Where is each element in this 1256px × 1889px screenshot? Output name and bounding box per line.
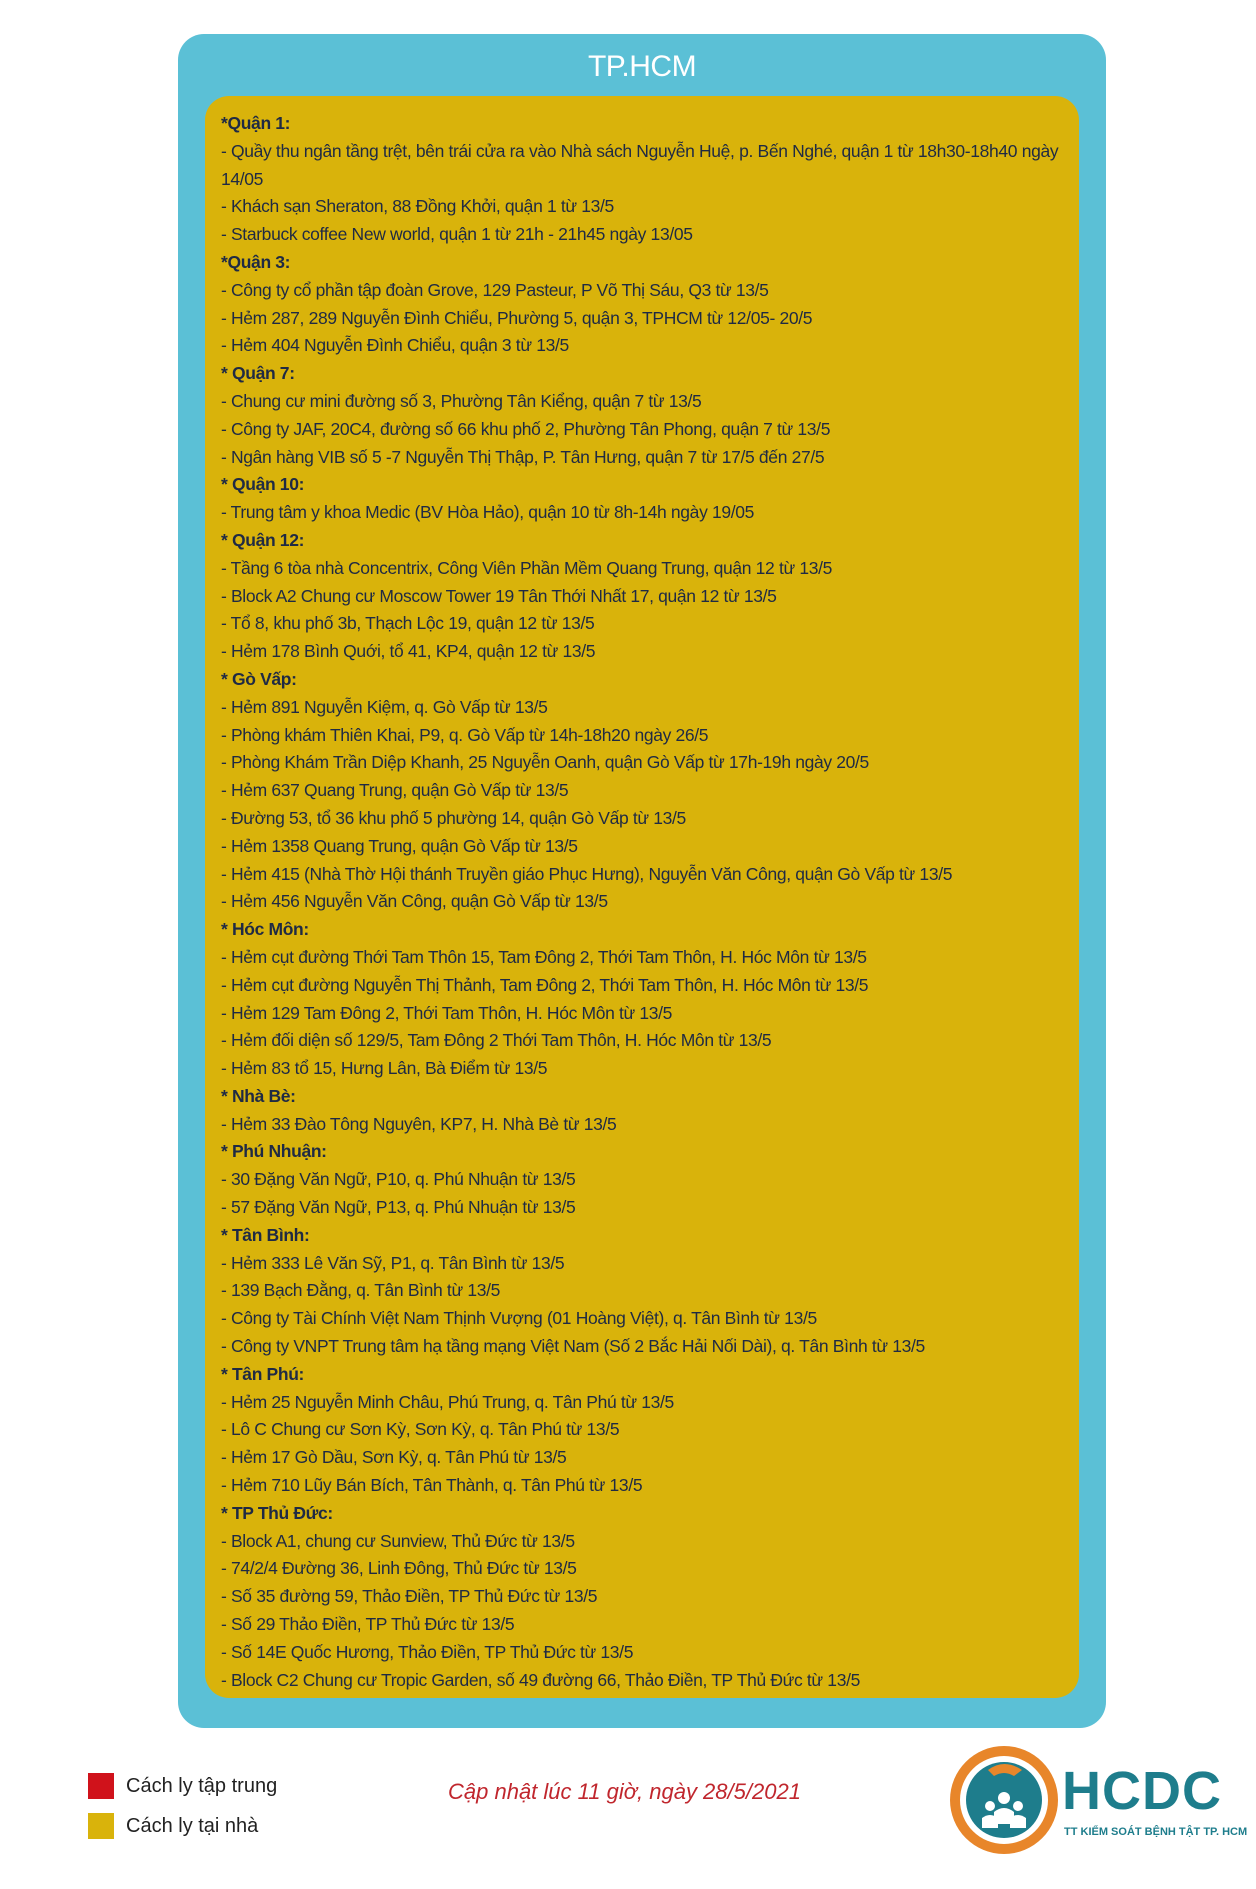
hcdc-emblem-icon — [944, 1740, 1064, 1860]
logo-subtitle: TT KIỂM SOÁT BỆNH TẬT TP. HCM — [1064, 1826, 1248, 1838]
legend-label: Cách ly tập trung — [126, 1774, 278, 1797]
location-item: - Phòng khám Thiên Khai, P9, q. Gò Vấp từ 14h-18h20 ngày 26/5 — [221, 724, 709, 745]
location-item: - Công ty JAF, 20C4, đường số 66 khu phố 2, Phường Tân Phong, quận 7 từ 13/5 — [221, 418, 831, 439]
district-heading: * Phú Nhuận: — [221, 1141, 327, 1162]
location-item: - Hẻm 33 Đào Tông Nguyên, KP7, H. Nhà Bè từ 13/5 — [221, 1113, 617, 1134]
location-item: - Hẻm 178 Bình Quới, tổ 41, KP4, quận 12 từ 13/5 — [221, 641, 596, 662]
legend-label: Cách ly tại nhà — [126, 1814, 259, 1837]
location-item: - Block A2 Chung cư Moscow Tower 19 Tân Thới Nhất 17, quận 12 từ 13/5 — [221, 585, 777, 606]
district-heading: * Tân Bình: — [221, 1224, 310, 1245]
legend — [88, 1766, 277, 1846]
location-item: - Đường 53, tổ 36 khu phố 5 phường 14, quận Gò Vấp từ 13/5 — [221, 807, 686, 828]
legend-item — [88, 1806, 277, 1846]
location-item: - Chung cư mini đường số 3, Phường Tân Kiểng, quận 7 từ 13/5 — [221, 390, 702, 411]
locations-list — [221, 110, 1067, 1694]
location-item: - Hẻm 456 Nguyễn Văn Công, quận Gò Vấp từ 13/5 — [221, 891, 608, 912]
location-item: - Hẻm 710 Lũy Bán Bích, Tân Thành, q. Tân Phú từ 13/5 — [221, 1475, 643, 1496]
location-item: - Hẻm đối diện số 129/5, Tam Đông 2 Thới Tam Thôn, H. Hóc Môn từ 13/5 — [221, 1030, 772, 1051]
location-item: - Số 35 đường 59, Thảo Điền, TP Thủ Đức từ 13/5 — [221, 1586, 598, 1607]
locations-panel — [205, 96, 1079, 1698]
legend-item — [88, 1766, 277, 1806]
location-item: - Tầng 6 tòa nhà Concentrix, Công Viên Phần Mềm Quang Trung, quận 12 từ 13/5 — [221, 557, 832, 578]
location-item: - Công ty cổ phần tập đoàn Grove, 129 Pasteur, P Võ Thị Sáu, Q3 từ 13/5 — [221, 279, 769, 300]
location-item: - Hẻm 415 (Nhà Thờ Hội thánh Truyền giáo Phục Hưng), Nguyễn Văn Công, quận Gò Vấp từ 13/5 — [221, 863, 953, 884]
location-item: - Phòng Khám Trần Diệp Khanh, 25 Nguyễn Oanh, quận Gò Vấp từ 17h-19h ngày 20/5 — [221, 752, 869, 773]
location-item: - Hẻm 891 Nguyễn Kiệm, q. Gò Vấp từ 13/5 — [221, 696, 548, 717]
location-item: - Hẻm 287, 289 Nguyễn Đình Chiểu, Phường 5, quận 3, TPHCM từ 12/05- 20/5 — [221, 307, 813, 328]
location-item: - Công ty VNPT Trung tâm hạ tầng mạng Việt Nam (Số 2 Bắc Hải Nối Dài), q. Tân Bình từ 13/5 — [221, 1336, 925, 1357]
location-item: - Block A1, chung cư Sunview, Thủ Đức từ 13/5 — [221, 1530, 575, 1551]
location-item: - Số 14E Quốc Hương, Thảo Điền, TP Thủ Đức từ 13/5 — [221, 1641, 634, 1662]
location-item: - 74/2/4 Đường 36, Linh Đông, Thủ Đức từ 13/5 — [221, 1558, 577, 1579]
location-item: - Ngân hàng VIB số 5 -7 Nguyễn Thị Thập, P. Tân Hưng, quận 7 từ 17/5 đến 27/5 — [221, 446, 825, 467]
district-heading: * Hóc Môn: — [221, 919, 309, 940]
location-item: - Khách sạn Sheraton, 88 Đồng Khởi, quận 1 từ 13/5 — [221, 196, 614, 217]
location-item: - Starbuck coffee New world, quận 1 từ 21h - 21h45 ngày 13/05 — [221, 224, 693, 245]
location-item: - Hẻm 83 tổ 15, Hưng Lân, Bà Điểm từ 13/5 — [221, 1058, 548, 1079]
district-heading: * Quận 7: — [221, 363, 295, 384]
location-item: - Tổ 8, khu phố 3b, Thạch Lộc 19, quận 12 từ 13/5 — [221, 613, 595, 634]
updated-timestamp: Cập nhật lúc 11 giờ, ngày 28/5/2021 — [448, 1779, 801, 1804]
logo-name: HCDC — [1062, 1761, 1222, 1821]
location-item: - Lô C Chung cư Sơn Kỳ, Sơn Kỳ, q. Tân Phú từ 13/5 — [221, 1419, 620, 1440]
location-item: - Block C2 Chung cư Tropic Garden, số 49 đường 66, Thảo Điền, TP Thủ Đức từ 13/5 — [221, 1669, 860, 1690]
legend-swatch — [88, 1773, 114, 1799]
location-item: - Hẻm cụt đường Thới Tam Thôn 15, Tam Đông 2, Thới Tam Thôn, H. Hóc Môn từ 13/5 — [221, 946, 867, 967]
frame-title: TP.HCM — [587, 50, 697, 83]
location-item: - Hẻm 1358 Quang Trung, quận Gò Vấp từ 13/5 — [221, 835, 578, 856]
location-item: - Công ty Tài Chính Việt Nam Thịnh Vượng (01 Hoàng Việt), q. Tân Bình từ 13/5 — [221, 1308, 817, 1329]
district-heading: * TP Thủ Đức: — [221, 1502, 333, 1523]
location-item: - 57 Đặng Văn Ngữ, P13, q. Phú Nhuận từ 13/5 — [221, 1197, 576, 1218]
legend-swatch — [88, 1813, 114, 1839]
district-heading: * Gò Vấp: — [221, 668, 297, 689]
location-item: - Hẻm 17 Gò Dầu, Sơn Kỳ, q. Tân Phú từ 13/5 — [221, 1447, 567, 1468]
hcdc-logo — [944, 1740, 1248, 1870]
district-list-frame — [178, 34, 1106, 1728]
location-item: - Hẻm 129 Tam Đông 2, Thới Tam Thôn, H. Hóc Môn từ 13/5 — [221, 1002, 673, 1023]
location-item: - Hẻm 637 Quang Trung, quận Gò Vấp từ 13/5 — [221, 780, 569, 801]
location-item: - Trung tâm y khoa Medic (BV Hòa Hảo), quận 10 từ 8h-14h ngày 19/05 — [221, 502, 755, 523]
location-item: - Hẻm 333 Lê Văn Sỹ, P1, q. Tân Bình từ 13/5 — [221, 1252, 565, 1273]
location-item: - Hẻm 404 Nguyễn Đình Chiểu, quận 3 từ 13/5 — [221, 335, 569, 356]
location-item: - 139 Bạch Đằng, q. Tân Bình từ 13/5 — [221, 1280, 500, 1301]
district-heading: * Tân Phú: — [221, 1363, 305, 1384]
location-item: - Hẻm 25 Nguyễn Minh Châu, Phú Trung, q. Tân Phú từ 13/5 — [221, 1391, 674, 1412]
location-item: - 30 Đặng Văn Ngữ, P10, q. Phú Nhuận từ 13/5 — [221, 1169, 576, 1190]
district-heading: * Nhà Bè: — [221, 1085, 296, 1106]
district-heading: * Quận 10: — [221, 474, 305, 495]
location-item: - Quầy thu ngân tầng trệt, bên trái cửa ra vào Nhà sách Nguyễn Huệ, p. Bến Nghé, quận 1 từ 18h30-18h40 ngày 14/05 — [221, 140, 1059, 189]
location-item: - Số 29 Thảo Điền, TP Thủ Đức từ 13/5 — [221, 1614, 515, 1635]
district-heading: * Quận 12: — [221, 529, 305, 550]
district-heading: *Quận 3: — [221, 251, 291, 272]
district-heading: *Quận 1: — [221, 113, 291, 133]
location-item: - Hẻm cụt đường Nguyễn Thị Thảnh, Tam Đông 2, Thới Tam Thôn, H. Hóc Môn từ 13/5 — [221, 974, 869, 995]
